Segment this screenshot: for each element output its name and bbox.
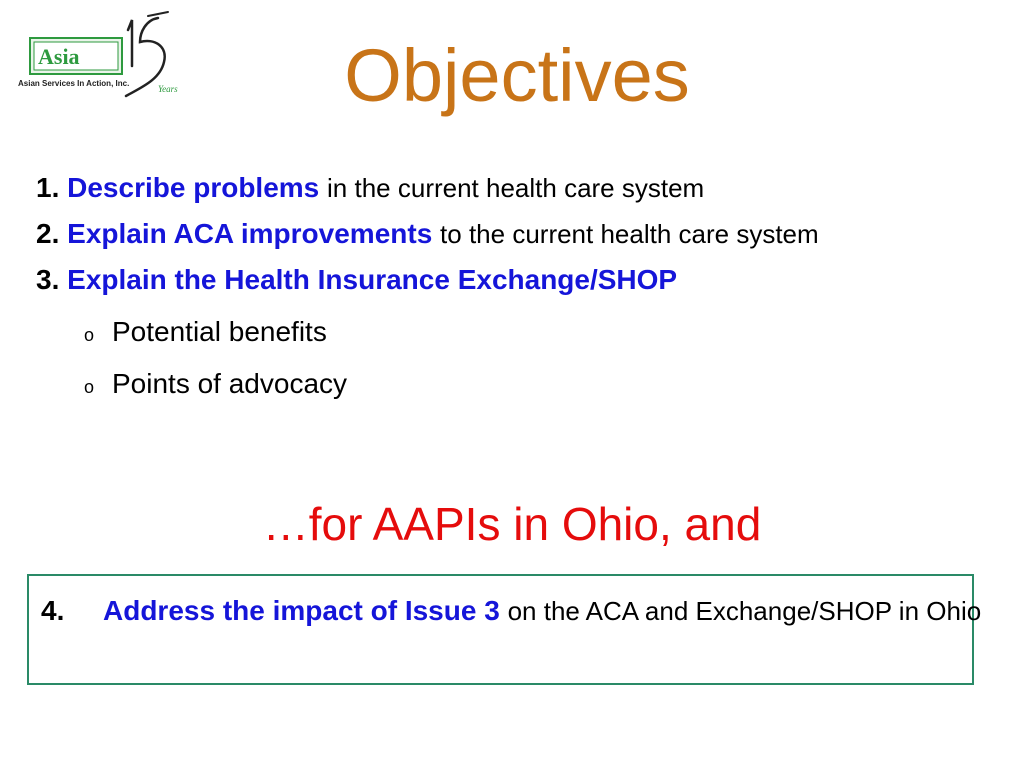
objective-rest: in the current health care system xyxy=(327,173,705,203)
objective-number: 1. xyxy=(36,172,60,203)
objective-highlight: Describe problems xyxy=(67,172,320,203)
logo-org-name: Asian Services In Action, Inc. xyxy=(18,79,130,88)
logo-brand-letters: Asia xyxy=(38,44,80,69)
objective-item-3 xyxy=(36,262,996,298)
objective-rest: on the ACA and Exchange/SHOP in Ohio xyxy=(507,596,982,626)
objective-highlight: Address the impact of Issue 3 xyxy=(103,595,500,626)
objective-rest: to the current health care system xyxy=(440,219,819,249)
circle-bullet-icon: o xyxy=(84,325,95,345)
objective-3-subitems xyxy=(36,306,996,410)
objectives-list xyxy=(36,170,996,410)
subitem-label: Points of advocacy xyxy=(112,368,348,399)
objective-item-2 xyxy=(36,216,996,252)
objective-item-1 xyxy=(36,170,996,206)
subitem-label: Potential benefits xyxy=(112,316,327,347)
subitem-points-of-advocacy xyxy=(36,358,996,410)
highlight-box xyxy=(27,574,982,685)
objective-highlight: Explain the Health Insurance Exchange/SHOP xyxy=(67,264,678,295)
objective-highlight: Explain ACA improvements xyxy=(67,218,433,249)
circle-bullet-icon: o xyxy=(84,377,95,397)
subitem-potential-benefits xyxy=(36,306,996,358)
tagline: …for AAPIs in Ohio, and xyxy=(262,498,762,550)
objective-number: 3. xyxy=(36,264,60,295)
objective-number: 2. xyxy=(36,218,60,249)
objective-number: 4. xyxy=(41,595,65,626)
slide-title: Objectives xyxy=(344,34,690,117)
logo-years: Years xyxy=(158,84,178,94)
objective-item-4 xyxy=(41,592,1011,630)
